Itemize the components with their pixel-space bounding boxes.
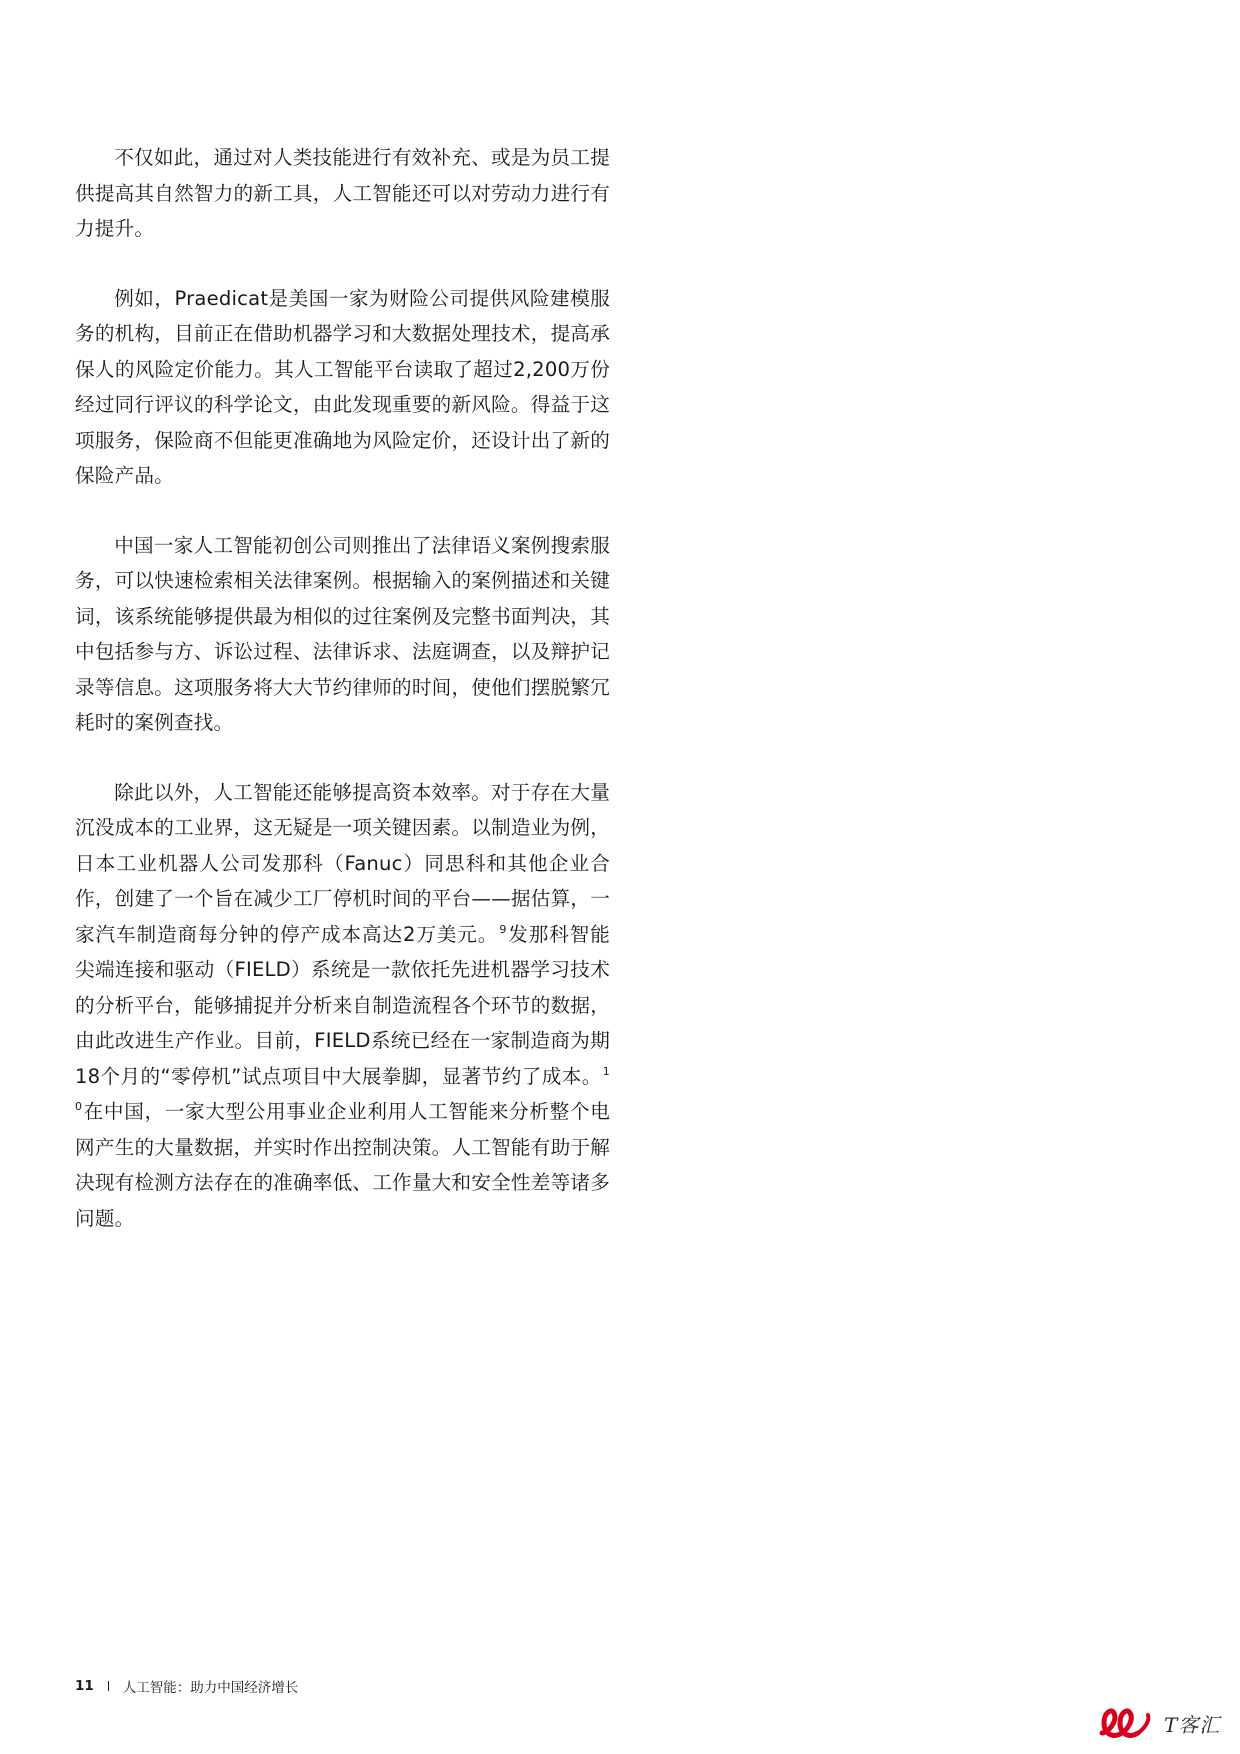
footer-title: 人工智能：助力中国经济增长 [122,1680,299,1696]
watermark-logo [1098,1703,1228,1743]
page-footer [75,1676,298,1696]
paragraph-4-part-2: 发那科智能尖端连接和驱动（FIELD）系统是一款依托先进机器学习技术的分析平台，能够捕捉并分析来自制造流程各个环节的数据，由此改进生产作业。目前，FIELD系统已经在一家制造商为期18个月的“零停机”试点项目中大展拳脚，显著节约了成本。 [75,922,610,1088]
ee-logo-icon [1098,1703,1160,1743]
paragraph-4-part-3: 在中国，一家大型公用事业企业利用人工智能来分析整个电网产生的大量数据，并实时作出控制决策。人工智能有助于解决现有检测方法存在的准确率低、工作量大和安全性差等诸多问题。 [75,1100,610,1230]
paragraph-4-part-1: 除此以外，人工智能还能够提高资本效率。对于存在大量沉没成本的工业界，这无疑是一项关键因素。以制造业为例，日本工业机器人公司发那科（Fanuc）同思科和其他企业合作，创建了一个旨在减少工厂停机时间的平台——据估算，一家汽车制造商每分钟的停产成本高达2万美元。 [75,780,610,946]
paragraph-3: 中国一家人工智能初创公司则推出了法律语义案例搜索服务，可以快速检索相关法律案例。根据输入的案例描述和关键词，该系统能够提供最为相似的过往案例及完整书面判决，其中包括参与方、诉讼过程、法律诉求、法庭调查，以及辩护记录等信息。这项服务将大大节约律师的时间，使他们摆脱繁冗耗时的案例查找。 [75,533,610,734]
page-number: 11 [75,1678,94,1694]
paragraph-1: 不仅如此，通过对人类技能进行有效补充、或是为员工提供提高其自然智力的新工具，人工智能还可以对劳动力进行有力提升。 [75,146,610,240]
paragraph-4 [75,775,610,1237]
watermark-text: T客汇 [1164,1712,1221,1737]
footnote-ref-10: 10 [75,1064,610,1114]
body-text [75,140,610,1270]
footer-separator [108,1681,109,1691]
paragraph-2: 例如，Praedicat是美国一家为财险公司提供风险建模服务的机构，目前正在借助机器学习和大数据处理技术，提高承保人的风险定价能力。其人工智能平台读取了超过2,200万份经过同行评议的科学论文，由此发现重要的新风险。得益于这项服务，保险商不但能更准确地为风险定价，还设计出了新的保险产品。 [75,286,610,487]
footnote-ref-9: 9 [499,922,507,936]
